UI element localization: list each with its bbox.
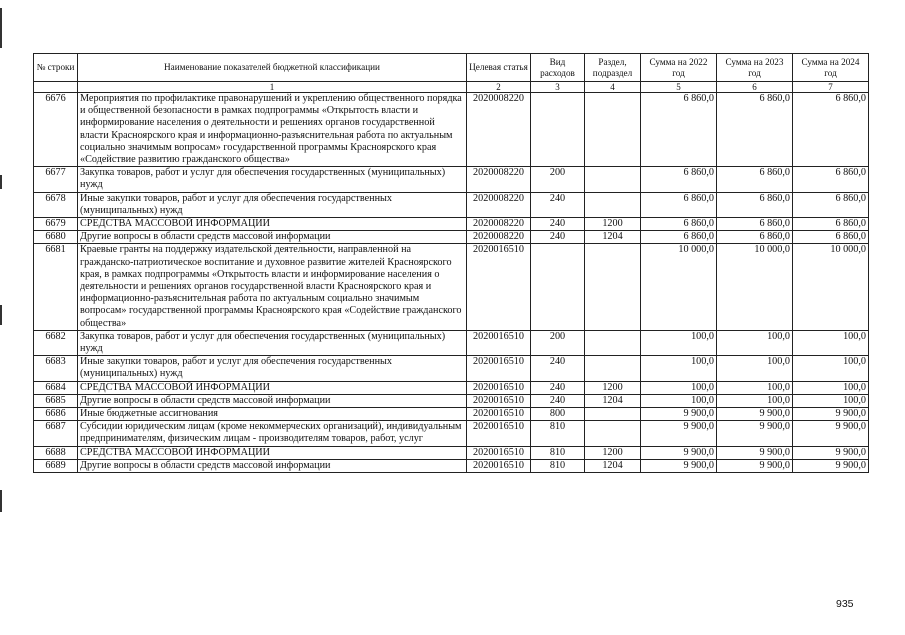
column-number: 7: [793, 82, 869, 93]
expense-type: 200: [531, 167, 585, 192]
row-number: 6679: [34, 218, 78, 231]
amount-2023: 100,0: [717, 394, 793, 407]
section-subsection: [585, 408, 641, 421]
row-number: 6683: [34, 356, 78, 381]
header-cell: Наименование показателей бюджетной классификации: [78, 54, 467, 82]
header-row: [34, 54, 869, 82]
amount-2022: 9 900,0: [641, 421, 717, 446]
expense-type: [531, 244, 585, 330]
row-number: 6680: [34, 231, 78, 244]
expense-type: [531, 93, 585, 167]
amount-2024: 6 860,0: [793, 218, 869, 231]
indicator-name: Другие вопросы в области средств массовой информации: [78, 231, 467, 244]
expense-type: 240: [531, 231, 585, 244]
row-number: 6682: [34, 330, 78, 355]
column-number: 2: [467, 82, 531, 93]
table-row: [34, 421, 869, 446]
section-subsection: 1204: [585, 459, 641, 472]
amount-2022: 100,0: [641, 330, 717, 355]
amount-2023: 9 900,0: [717, 421, 793, 446]
amount-2023: 100,0: [717, 381, 793, 394]
amount-2023: 6 860,0: [717, 231, 793, 244]
header-cell: Сумма на 2022 год: [641, 54, 717, 82]
indicator-name: Другие вопросы в области средств массовой информации: [78, 394, 467, 407]
amount-2022: 9 900,0: [641, 408, 717, 421]
column-number: 3: [531, 82, 585, 93]
row-number: 6688: [34, 446, 78, 459]
amount-2022: 6 860,0: [641, 192, 717, 217]
row-number: 6689: [34, 459, 78, 472]
target-article: 2020016510: [467, 356, 531, 381]
target-article: 2020016510: [467, 446, 531, 459]
section-subsection: 1200: [585, 381, 641, 394]
amount-2024: 6 860,0: [793, 93, 869, 167]
column-number-row: [34, 82, 869, 93]
column-number: 6: [717, 82, 793, 93]
indicator-name: Закупка товаров, работ и услуг для обеспечения государственных (муниципальных) нужд: [78, 167, 467, 192]
row-number: 6678: [34, 192, 78, 217]
expense-type: 800: [531, 408, 585, 421]
target-article: 2020016510: [467, 244, 531, 330]
column-number: 5: [641, 82, 717, 93]
amount-2023: 100,0: [717, 356, 793, 381]
expense-type: 240: [531, 218, 585, 231]
indicator-name: Иные закупки товаров, работ и услуг для обеспечения государственных (муниципальных) нужд: [78, 356, 467, 381]
amount-2022: 100,0: [641, 394, 717, 407]
amount-2022: 6 860,0: [641, 93, 717, 167]
indicator-name: Иные закупки товаров, работ и услуг для обеспечения государственных (муниципальных) нужд: [78, 192, 467, 217]
amount-2022: 100,0: [641, 381, 717, 394]
target-article: 2020016510: [467, 330, 531, 355]
table-row: [34, 408, 869, 421]
column-number: [34, 82, 78, 93]
header-cell: Раздел, подраздел: [585, 54, 641, 82]
indicator-name: Субсидии юридическим лицам (кроме некоммерческих организаций), индивидуальным предпринимателям, физическим лицам - производителям товаров, работ, услуг: [78, 421, 467, 446]
header-cell: Целевая статья: [467, 54, 531, 82]
header-cell: № строки: [34, 54, 78, 82]
amount-2022: 9 900,0: [641, 459, 717, 472]
amount-2022: 6 860,0: [641, 218, 717, 231]
amount-2023: 6 860,0: [717, 93, 793, 167]
section-subsection: [585, 93, 641, 167]
amount-2023: 9 900,0: [717, 446, 793, 459]
expense-type: 240: [531, 381, 585, 394]
amount-2024: 6 860,0: [793, 167, 869, 192]
amount-2022: 6 860,0: [641, 167, 717, 192]
column-number: 1: [78, 82, 467, 93]
amount-2024: 6 860,0: [793, 192, 869, 217]
column-number: 4: [585, 82, 641, 93]
page-number: 935: [836, 598, 854, 610]
table-row: [34, 244, 869, 330]
budget-table: [33, 53, 869, 473]
expense-type: 810: [531, 459, 585, 472]
row-number: 6686: [34, 408, 78, 421]
table-row: [34, 93, 869, 167]
indicator-name: Другие вопросы в области средств массовой информации: [78, 459, 467, 472]
row-number: 6676: [34, 93, 78, 167]
amount-2023: 100,0: [717, 330, 793, 355]
header-cell: Сумма на 2023 год: [717, 54, 793, 82]
section-subsection: [585, 192, 641, 217]
amount-2023: 9 900,0: [717, 408, 793, 421]
target-article: 2020016510: [467, 394, 531, 407]
table-row: [34, 356, 869, 381]
table-row: [34, 231, 869, 244]
target-article: 2020008220: [467, 167, 531, 192]
target-article: 2020008220: [467, 192, 531, 217]
row-number: 6685: [34, 394, 78, 407]
amount-2024: 9 900,0: [793, 459, 869, 472]
indicator-name: СРЕДСТВА МАССОВОЙ ИНФОРМАЦИИ: [78, 446, 467, 459]
amount-2023: 10 000,0: [717, 244, 793, 330]
amount-2023: 6 860,0: [717, 192, 793, 217]
amount-2024: 9 900,0: [793, 446, 869, 459]
section-subsection: 1204: [585, 231, 641, 244]
row-number: 6684: [34, 381, 78, 394]
expense-type: 810: [531, 421, 585, 446]
indicator-name: Иные бюджетные ассигнования: [78, 408, 467, 421]
section-subsection: [585, 421, 641, 446]
scan-edge-mark: [0, 305, 2, 325]
section-subsection: [585, 244, 641, 330]
scan-edge-mark: [0, 175, 2, 189]
indicator-name: Мероприятия по профилактике правонарушений и укреплению общественного порядка и общественной безопасности в рамках подпрограммы «Открытость власти и информирование населения о деятельности и решениях органов государственной власти Красноярского края и информационно-разъяснительная работа по актуальным социально значимым вопросам» государственной программы Красноярского края «Содействие развитию гражданского общества»: [78, 93, 467, 167]
target-article: 2020016510: [467, 459, 531, 472]
section-subsection: [585, 330, 641, 355]
amount-2022: 10 000,0: [641, 244, 717, 330]
scan-edge-mark: [0, 490, 2, 512]
amount-2023: 6 860,0: [717, 167, 793, 192]
amount-2024: 9 900,0: [793, 408, 869, 421]
section-subsection: [585, 167, 641, 192]
indicator-name: СРЕДСТВА МАССОВОЙ ИНФОРМАЦИИ: [78, 218, 467, 231]
table-row: [34, 459, 869, 472]
row-number: 6677: [34, 167, 78, 192]
row-number: 6687: [34, 421, 78, 446]
indicator-name: СРЕДСТВА МАССОВОЙ ИНФОРМАЦИИ: [78, 381, 467, 394]
table-row: [34, 218, 869, 231]
header-cell: Вид расходов: [531, 54, 585, 82]
section-subsection: [585, 356, 641, 381]
section-subsection: 1200: [585, 218, 641, 231]
table-row: [34, 446, 869, 459]
expense-type: 240: [531, 356, 585, 381]
section-subsection: 1204: [585, 394, 641, 407]
expense-type: 240: [531, 192, 585, 217]
section-subsection: 1200: [585, 446, 641, 459]
amount-2024: 100,0: [793, 356, 869, 381]
target-article: 2020016510: [467, 408, 531, 421]
amount-2023: 6 860,0: [717, 218, 793, 231]
scan-edge-mark: [0, 8, 2, 48]
amount-2024: 9 900,0: [793, 421, 869, 446]
target-article: 2020016510: [467, 381, 531, 394]
indicator-name: Закупка товаров, работ и услуг для обеспечения государственных (муниципальных) нужд: [78, 330, 467, 355]
amount-2022: 100,0: [641, 356, 717, 381]
amount-2024: 100,0: [793, 394, 869, 407]
expense-type: 200: [531, 330, 585, 355]
amount-2024: 6 860,0: [793, 231, 869, 244]
amount-2022: 6 860,0: [641, 231, 717, 244]
row-number: 6681: [34, 244, 78, 330]
amount-2023: 9 900,0: [717, 459, 793, 472]
amount-2022: 9 900,0: [641, 446, 717, 459]
table-row: [34, 167, 869, 192]
expense-type: 810: [531, 446, 585, 459]
amount-2024: 100,0: [793, 330, 869, 355]
target-article: 2020008220: [467, 218, 531, 231]
header-cell: Сумма на 2024 год: [793, 54, 869, 82]
expense-type: 240: [531, 394, 585, 407]
table-row: [34, 381, 869, 394]
target-article: 2020008220: [467, 231, 531, 244]
amount-2024: 10 000,0: [793, 244, 869, 330]
target-article: 2020008220: [467, 93, 531, 167]
table-row: [34, 330, 869, 355]
table-row: [34, 192, 869, 217]
target-article: 2020016510: [467, 421, 531, 446]
indicator-name: Краевые гранты на поддержку издательской деятельности, направленной на гражданско-патриотическое воспитание и духовное развитие жителей Красноярского края, в рамках подпрограммы «Открытость власти и информирование населения о деятельности и решениях органов государственной власти Красноярского края и информационно-разъяснительная работа по актуальным социально значимым вопросам» государственной программы Красноярского края «Содействие гражданского общества»: [78, 244, 467, 330]
table-row: [34, 394, 869, 407]
amount-2024: 100,0: [793, 381, 869, 394]
